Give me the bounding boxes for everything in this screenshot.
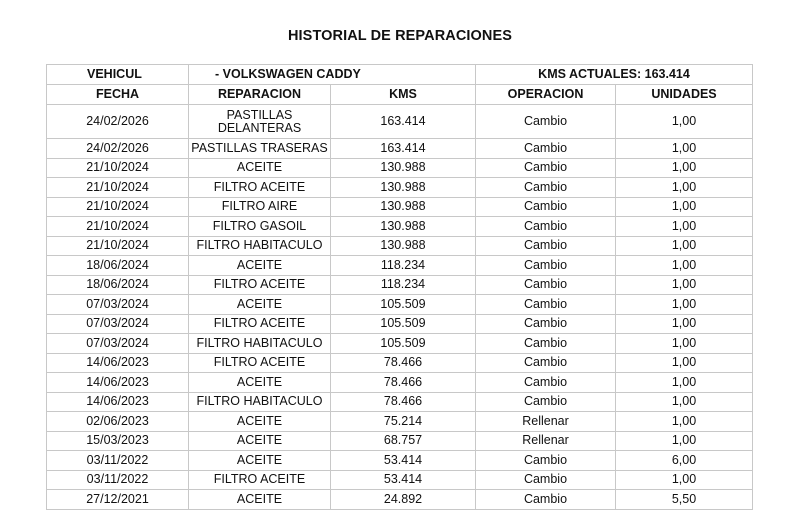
table-header-row (47, 85, 753, 105)
table-row (47, 490, 753, 510)
cell-kms: 130.988 (331, 197, 476, 217)
cell-fecha: 21/10/2024 (47, 197, 189, 217)
cell-reparacion: ACEITE (189, 490, 331, 510)
cell-kms: 78.466 (331, 392, 476, 412)
cell-fecha: 18/06/2024 (47, 275, 189, 295)
table-row (47, 105, 753, 139)
table-row (47, 470, 753, 490)
cell-reparacion: FILTRO ACEITE (189, 470, 331, 490)
cell-operacion: Cambio (476, 314, 616, 334)
cell-operacion: Cambio (476, 236, 616, 256)
table-row (47, 197, 753, 217)
cell-operacion: Cambio (476, 373, 616, 393)
cell-unidades: 1,00 (616, 412, 753, 432)
cell-reparacion: FILTRO HABITACULO (189, 392, 331, 412)
cell-kms: 130.988 (331, 178, 476, 198)
cell-kms: 105.509 (331, 314, 476, 334)
cell-operacion: Rellenar (476, 412, 616, 432)
cell-reparacion: ACEITE (189, 412, 331, 432)
table-row (47, 217, 753, 237)
cell-unidades: 1,00 (616, 314, 753, 334)
cell-unidades: 1,00 (616, 295, 753, 315)
cell-operacion: Cambio (476, 139, 616, 159)
vehicle-value: - VOLKSWAGEN CADDY (189, 65, 476, 85)
document-title: HISTORIAL DE REPARACIONES (287, 28, 513, 44)
cell-unidades: 1,00 (616, 334, 753, 354)
cell-operacion: Cambio (476, 451, 616, 471)
cell-kms: 75.214 (331, 412, 476, 432)
cell-reparacion: ACEITE (189, 158, 331, 178)
column-header-kms: KMS (331, 85, 476, 105)
table-row (47, 334, 753, 354)
cell-kms: 53.414 (331, 470, 476, 490)
cell-unidades: 1,00 (616, 105, 753, 139)
cell-operacion: Cambio (476, 217, 616, 237)
column-header-unidades: UNIDADES (616, 85, 753, 105)
cell-fecha: 07/03/2024 (47, 314, 189, 334)
table-row (47, 256, 753, 276)
cell-unidades: 1,00 (616, 256, 753, 276)
cell-operacion: Cambio (476, 295, 616, 315)
cell-reparacion: ACEITE (189, 431, 331, 451)
cell-reparacion: FILTRO ACEITE (189, 178, 331, 198)
cell-reparacion: ACEITE (189, 373, 331, 393)
table-row (47, 314, 753, 334)
cell-unidades: 1,00 (616, 236, 753, 256)
cell-unidades: 1,00 (616, 392, 753, 412)
cell-reparacion: FILTRO AIRE (189, 197, 331, 217)
cell-kms: 78.466 (331, 353, 476, 373)
cell-fecha: 21/10/2024 (47, 178, 189, 198)
cell-kms: 53.414 (331, 451, 476, 471)
cell-kms: 130.988 (331, 158, 476, 178)
cell-operacion: Cambio (476, 334, 616, 354)
column-header-reparacion: REPARACION (189, 85, 331, 105)
table-row (47, 431, 753, 451)
cell-reparacion: FILTRO HABITACULO (189, 236, 331, 256)
cell-reparacion: ACEITE (189, 451, 331, 471)
cell-reparacion: FILTRO ACEITE (189, 275, 331, 295)
cell-kms: 163.414 (331, 105, 476, 139)
cell-fecha: 14/06/2023 (47, 353, 189, 373)
cell-reparacion: FILTRO HABITACULO (189, 334, 331, 354)
cell-operacion: Cambio (476, 197, 616, 217)
cell-operacion: Cambio (476, 353, 616, 373)
vehicle-info-row (47, 65, 753, 85)
cell-unidades: 1,00 (616, 373, 753, 393)
cell-fecha: 03/11/2022 (47, 451, 189, 471)
cell-operacion: Cambio (476, 105, 616, 139)
table-row (47, 412, 753, 432)
cell-unidades: 1,00 (616, 178, 753, 198)
cell-fecha: 03/11/2022 (47, 470, 189, 490)
cell-reparacion: PASTILLAS DELANTERAS (189, 105, 331, 139)
table-row (47, 236, 753, 256)
cell-fecha: 02/06/2023 (47, 412, 189, 432)
table-row (47, 295, 753, 315)
cell-fecha: 21/10/2024 (47, 158, 189, 178)
table-row (47, 158, 753, 178)
cell-reparacion: FILTRO GASOIL (189, 217, 331, 237)
cell-fecha: 15/03/2023 (47, 431, 189, 451)
cell-kms: 118.234 (331, 275, 476, 295)
cell-unidades: 1,00 (616, 353, 753, 373)
cell-unidades: 1,00 (616, 275, 753, 295)
table-row (47, 353, 753, 373)
cell-unidades: 1,00 (616, 197, 753, 217)
cell-kms: 163.414 (331, 139, 476, 159)
cell-fecha: 21/10/2024 (47, 217, 189, 237)
vehicle-label: VEHICUL (47, 65, 189, 85)
cell-operacion: Cambio (476, 275, 616, 295)
cell-operacion: Cambio (476, 178, 616, 198)
cell-unidades: 1,00 (616, 431, 753, 451)
cell-kms: 118.234 (331, 256, 476, 276)
table-row (47, 451, 753, 471)
table-row (47, 178, 753, 198)
cell-operacion: Cambio (476, 392, 616, 412)
cell-reparacion: ACEITE (189, 295, 331, 315)
cell-reparacion: FILTRO ACEITE (189, 353, 331, 373)
cell-kms: 105.509 (331, 334, 476, 354)
cell-operacion: Cambio (476, 158, 616, 178)
cell-fecha: 18/06/2024 (47, 256, 189, 276)
repair-history-table (46, 64, 753, 510)
cell-kms: 68.757 (331, 431, 476, 451)
cell-fecha: 07/03/2024 (47, 334, 189, 354)
cell-operacion: Cambio (476, 470, 616, 490)
cell-operacion: Rellenar (476, 431, 616, 451)
cell-reparacion: ACEITE (189, 256, 331, 276)
cell-fecha: 24/02/2026 (47, 139, 189, 159)
cell-kms: 78.466 (331, 373, 476, 393)
column-header-operacion: OPERACION (476, 85, 616, 105)
cell-unidades: 5,50 (616, 490, 753, 510)
cell-kms: 24.892 (331, 490, 476, 510)
cell-fecha: 27/12/2021 (47, 490, 189, 510)
cell-unidades: 1,00 (616, 217, 753, 237)
table-body (47, 65, 753, 510)
cell-unidades: 6,00 (616, 451, 753, 471)
cell-fecha: 21/10/2024 (47, 236, 189, 256)
cell-reparacion: FILTRO ACEITE (189, 314, 331, 334)
cell-reparacion: PASTILLAS TRASERAS (189, 139, 331, 159)
cell-fecha: 24/02/2026 (47, 105, 189, 139)
table-row (47, 392, 753, 412)
cell-fecha: 07/03/2024 (47, 295, 189, 315)
current-kms: KMS ACTUALES: 163.414 (476, 65, 753, 85)
cell-fecha: 14/06/2023 (47, 392, 189, 412)
table-row (47, 373, 753, 393)
cell-fecha: 14/06/2023 (47, 373, 189, 393)
column-header-fecha: FECHA (47, 85, 189, 105)
cell-kms: 130.988 (331, 217, 476, 237)
cell-kms: 105.509 (331, 295, 476, 315)
cell-operacion: Cambio (476, 256, 616, 276)
table-row (47, 139, 753, 159)
cell-unidades: 1,00 (616, 470, 753, 490)
table-row (47, 275, 753, 295)
cell-kms: 130.988 (331, 236, 476, 256)
cell-unidades: 1,00 (616, 158, 753, 178)
cell-unidades: 1,00 (616, 139, 753, 159)
cell-operacion: Cambio (476, 490, 616, 510)
